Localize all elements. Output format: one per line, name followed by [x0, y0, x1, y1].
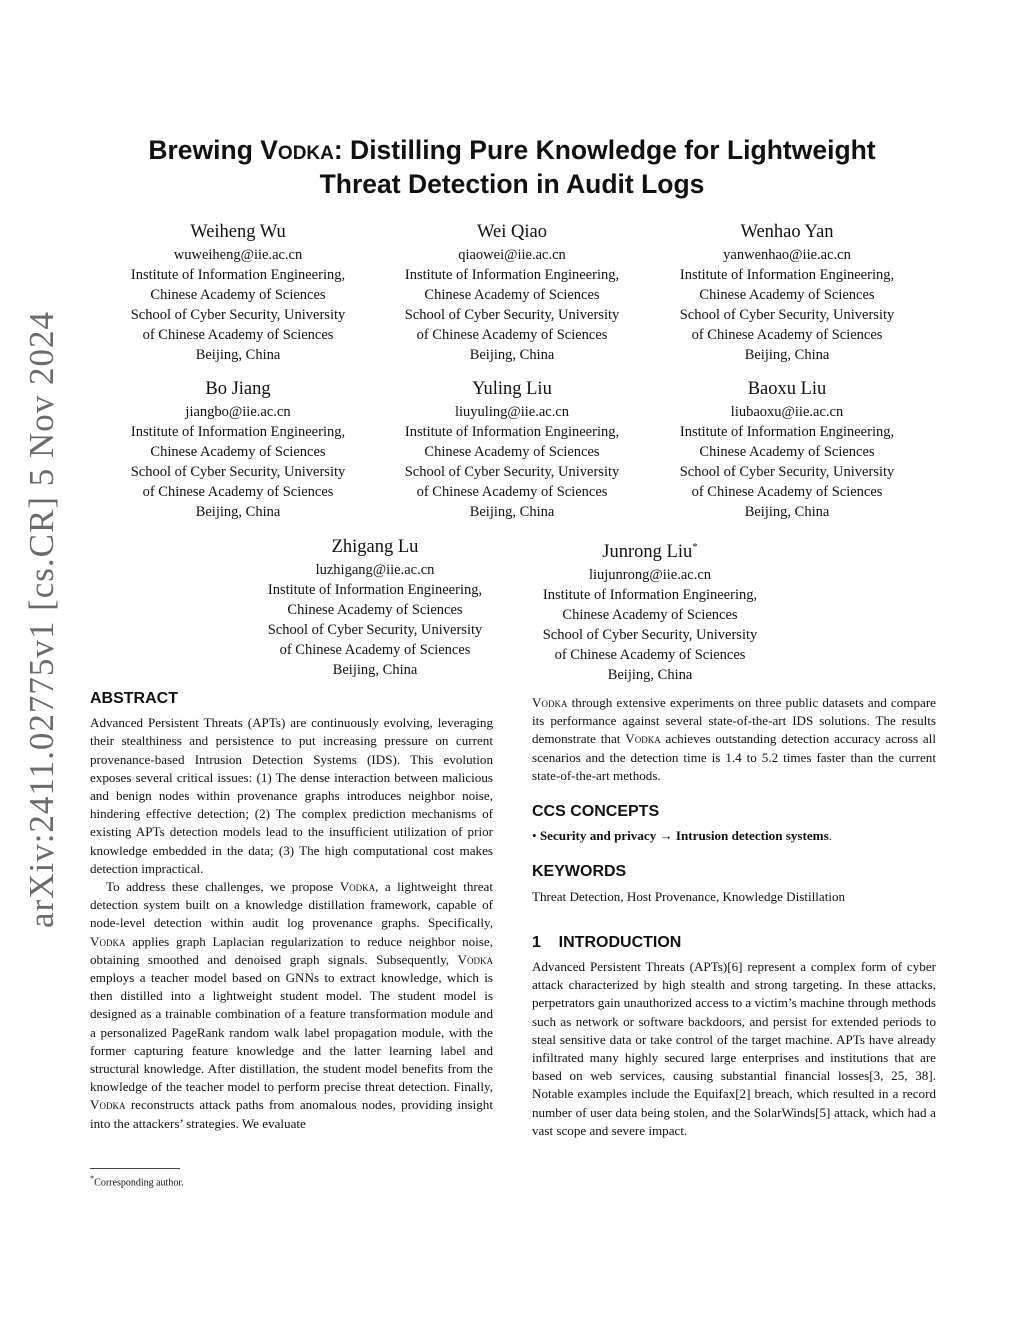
author-affiliation: of Chinese Academy of Sciences — [691, 327, 883, 343]
abstract-paragraph-2-continued: Vodka through extensive experiments on three public datasets and compare its performance against several state-of-the-art IDS solutions. The results demonstrate that Vodka achieves outstanding detection accuracy across all scenarios and the detection time is 1.4 to 5.2 times faster than the current state-of-the-art methods. — [532, 695, 936, 783]
author-affiliation: Institute of Information Engineering, — [679, 267, 895, 283]
paper-title — [110, 133, 914, 201]
author-affiliation: School of Cyber Security, University — [542, 627, 758, 644]
author-affiliation: School of Cyber Security, University — [404, 307, 620, 323]
author-affiliation: Institute of Information Engineering, — [679, 424, 895, 440]
author-block — [515, 536, 785, 685]
arxiv-identifier: arXiv:2411.02775v1 [cs.CR] 5 Nov 2024 — [22, 310, 61, 928]
author-email: luzhigang@iie.ac.cn — [315, 562, 435, 578]
abstract-paragraph-1: Advanced Persistent Threats (APTs) are continuously evolving, leveraging their stealthiness and persistence to put increasing pressure on current provenance-based Intrusion Detection Systems (IDS). This evolution exposes several critical issues: (1) The dense interaction between malicious and benign nodes within provenance graphs introduces neighbor noise, hindering effective detection; (2) The complex prediction mechanisms of existing APTs detection models lead to the insufficient utilization of prior knowledge embedded in the data; (3) The high computational cost makes detection impractical. — [90, 715, 493, 876]
keywords-text: Threat Detection, Host Provenance, Knowledge Distillation — [532, 888, 846, 904]
author-affiliation: Chinese Academy of Sciences — [699, 444, 875, 460]
ccs-heading: CCS CONCEPTS — [532, 803, 660, 821]
author-block — [377, 378, 647, 522]
author-location: Beijing, China — [332, 662, 418, 678]
author-block — [240, 536, 510, 680]
author-location: Beijing, China — [469, 504, 555, 520]
author-affiliation: Chinese Academy of Sciences — [562, 607, 738, 624]
author-email: liujunrong@iie.ac.cn — [588, 567, 712, 584]
author-affiliation: Institute of Information Engineering, — [267, 582, 483, 598]
author-affiliation: Institute of Information Engineering, — [130, 267, 346, 283]
author-email: yanwenhao@iie.ac.cn — [723, 247, 851, 263]
author-affiliation: of Chinese Academy of Sciences — [142, 484, 334, 500]
author-affiliation: of Chinese Academy of Sciences — [554, 647, 746, 664]
author-affiliation: School of Cyber Security, University — [267, 622, 483, 638]
author-block — [377, 221, 647, 365]
author-affiliation: Chinese Academy of Sciences — [150, 444, 326, 460]
author-affiliation: Chinese Academy of Sciences — [287, 602, 463, 618]
author-name: Yuling Liu — [472, 379, 552, 399]
author-affiliation: Institute of Information Engineering, — [542, 587, 758, 604]
author-email: liuyuling@iie.ac.cn — [454, 404, 570, 420]
right-column — [532, 694, 936, 1140]
author-affiliation: School of Cyber Security, University — [679, 307, 895, 323]
author-email: wuweiheng@iie.ac.cn — [173, 247, 303, 263]
author-affiliation: of Chinese Academy of Sciences — [279, 642, 471, 658]
author-location: Beijing, China — [195, 504, 281, 520]
author-block — [103, 378, 373, 522]
corresponding-marker: * — [692, 541, 698, 553]
author-affiliation: of Chinese Academy of Sciences — [691, 484, 883, 500]
footnote-rule — [90, 1168, 180, 1169]
abstract-paragraph-2: To address these challenges, we propose Vodka, a lightweight threat detection system built on a knowledge distillation framework, capable of node-level detection within audit log provenance graphs. Specifically, Vodka applies graph Laplacian regularization to reduce neighbor noise, obtaining smoothed and denoised graph signals. Subsequently, Vodka employs a teacher model based on GNNs to extract knowledge, which is then distilled into a lightweight student model. The student model is designed as a trainable combination of a feature transformation module and a personalized PageRank random walk label propagation module, with the former capturing feature knowledge and the latter learning label and structural knowledge. After distillation, the student model benefits from the knowledge of the teacher model to perform precise threat detection. Finally, Vodka reconstructs attack paths from anomalous nodes, providing insight into the attackers’ strategies. We evaluate — [90, 879, 494, 1131]
author-block — [103, 221, 373, 365]
author-affiliation: Chinese Academy of Sciences — [424, 444, 600, 460]
author-affiliation: Chinese Academy of Sciences — [150, 287, 326, 303]
author-email: liubaoxu@iie.ac.cn — [730, 404, 844, 420]
author-name: Baoxu Liu — [747, 379, 827, 399]
author-affiliation: Institute of Information Engineering, — [404, 424, 620, 440]
author-affiliation: of Chinese Academy of Sciences — [142, 327, 334, 343]
author-name: Bo Jiang — [205, 379, 271, 399]
author-name: Wei Qiao — [477, 222, 547, 242]
introduction-paragraph: Advanced Persistent Threats (APTs)[6] represent a complex form of cyber attack characterized by high stealth and strong targeting. In these attacks, perpetrators gain unauthorized access to a victim’s machine through methods such as network or software backdoors, and persist for extended periods to steal sensitive data or take control of the target machine. APTs have already infiltrated many highly secured large enterprises and institutions that are based on web services, causing substantial financial losses[3, 25, 38]. Notable examples include the Equifax[2] breach, which resulted in a record number of user data being stolen, and the SolarWinds[5] attack, which had a vast scope and severe impact. — [532, 959, 936, 1138]
author-affiliation: of Chinese Academy of Sciences — [416, 327, 608, 343]
author-location: Beijing, China — [469, 347, 555, 363]
author-name: Junrong Liu* — [602, 541, 698, 563]
author-location: Beijing, China — [195, 347, 281, 363]
author-name: Zhigang Lu — [331, 537, 419, 557]
author-block — [652, 378, 922, 522]
author-email: jiangbo@iie.ac.cn — [185, 404, 291, 420]
author-location: Beijing, China — [744, 504, 830, 520]
author-affiliation: of Chinese Academy of Sciences — [416, 484, 608, 500]
introduction-heading: 1 INTRODUCTION — [532, 933, 682, 951]
ccs-concepts: • Security and privacy → Intrusion detection systems. — [532, 828, 832, 844]
author-location: Beijing, China — [607, 667, 693, 684]
author-affiliation: School of Cyber Security, University — [679, 464, 895, 480]
footnote: *Corresponding author. — [90, 1174, 184, 1189]
author-affiliation: Chinese Academy of Sciences — [424, 287, 600, 303]
author-affiliation: Institute of Information Engineering, — [130, 424, 346, 440]
author-block — [652, 221, 922, 365]
abstract-heading: ABSTRACT — [90, 690, 178, 707]
author-affiliation: School of Cyber Security, University — [404, 464, 620, 480]
author-location: Beijing, China — [744, 347, 830, 363]
keywords-heading: KEYWORDS — [532, 863, 627, 881]
author-email: qiaowei@iie.ac.cn — [458, 247, 566, 263]
author-name: Weiheng Wu — [190, 222, 286, 242]
author-affiliation: School of Cyber Security, University — [130, 464, 346, 480]
author-affiliation: Institute of Information Engineering, — [404, 267, 620, 283]
author-name: Wenhao Yan — [740, 222, 834, 242]
left-column — [90, 690, 493, 1133]
title-line-1: Brewing Vodka: Distilling Pure Knowledge for Lightweight — [148, 135, 876, 165]
author-affiliation: School of Cyber Security, University — [130, 307, 346, 323]
author-affiliation: Chinese Academy of Sciences — [699, 287, 875, 303]
title-line-2: Threat Detection in Audit Logs — [319, 169, 705, 199]
